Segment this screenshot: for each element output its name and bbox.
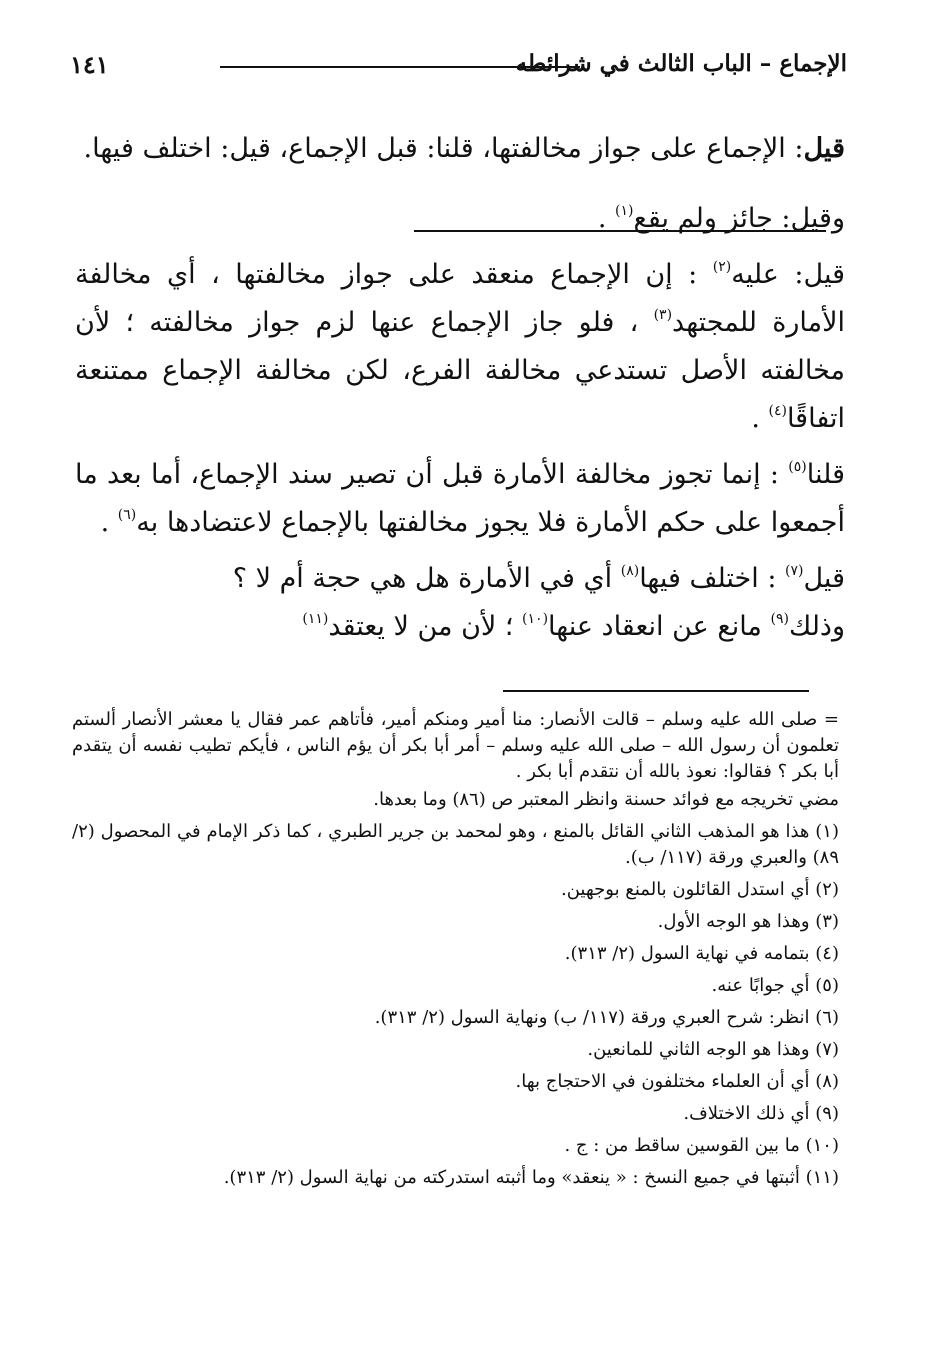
footnote-continued: = صلى الله عليه وسلم – قالت الأنصار: منا أمير ومنكم أمير، فأتاهم عمر فقال يا معشر الأنصار ألستم تعلمون أن رسول الله – صلى الله عليه وسلم – أمر أبا بكر أن يؤم الناس ، فأيكم تطيب نفسه أن يتقدم أبا بكر ؟ فقالوا: نعوذ بالله أن نتقدم أبا بكر . [72, 709, 839, 782]
footnote-ref: (٨) [620, 563, 640, 579]
paragraph-5 [75, 603, 845, 651]
footnote-ref: (١١) [302, 611, 329, 627]
paragraph-text: قلنا [806, 459, 845, 490]
paragraph-text: . [100, 507, 118, 538]
running-title: الإجماع – الباب الثالث في شرائطه [515, 50, 847, 77]
paragraph-text: قيل [803, 563, 845, 594]
paragraph-text: . [597, 203, 616, 234]
footnote-ref: (٦) [117, 507, 137, 523]
paragraph-1 [75, 195, 845, 243]
page-number: ١٤١ [70, 50, 109, 79]
footnote-10: (١٠) ما بين القوسين ساقط من : ج . [564, 1135, 839, 1156]
paragraph-3 [75, 451, 845, 547]
paragraph-text: قيل: عليه [731, 259, 845, 290]
footnote-separator [503, 690, 809, 692]
running-header [70, 50, 847, 90]
footnote-3: (٣) وهذا هو الوجه الأول. [657, 911, 839, 932]
footnote-ref: (٢) [712, 259, 732, 275]
footnote-continued: مضي تخريجه مع فوائد حسنة وانظر المعتبر ص (٨٦) وما بعدها. [373, 789, 839, 810]
paragraph-4 [75, 555, 845, 603]
paragraph-text: . [751, 403, 769, 434]
footnote-2: (٢) أي استدل القائلون بالمنع بوجهين. [560, 879, 839, 900]
paragraph-text: : إنما تجوز مخالفة الأمارة قبل أن تصير سند الإجماع، أما بعد ما أجمعوا على حكم الأمارة فلا يجوز مخالفتها بالإجماع لاعتضادها به [75, 459, 845, 538]
paragraph-text: ؛ لأن من لا يعتقد [328, 611, 523, 642]
footnote-8: (٨) أي أن العلماء مختلفون في الاحتجاج بها. [515, 1071, 839, 1092]
footnote-7: (٧) وهذا هو الوجه الثاني للمانعين. [587, 1039, 839, 1060]
paragraph-text: مانع عن انعقاد عنها [548, 611, 771, 642]
footnote-ref: (٧) [785, 563, 804, 579]
paragraph-2 [75, 251, 845, 443]
footnote-5: (٥) أي جوابًا عنه. [711, 975, 839, 996]
header-rule [220, 66, 580, 68]
main-text [75, 125, 845, 651]
paragraph-text: : الإجماع على جواز مخالفتها، قلنا: قبل الإجماع، قيل: اختلف فيها. [83, 133, 804, 164]
paragraph-text: ، فلو جاز الإجماع عنها لزم جواز مخالفته ؛ لأن مخالفته الأصل تستدعي مخالفة الفرع، لكن مخالفة الإجماع ممتنعة اتفاقًا [75, 307, 845, 434]
footnote-ref: (٣) [653, 307, 673, 323]
footnote-9: (٩) أي ذلك الاختلاف. [683, 1103, 839, 1124]
paragraph-lead: قيل [803, 133, 845, 164]
footnote-6: (٦) انظر: شرح العبري ورقة (١١٧/ ب) ونهاية السول (٢/ ٣١٣). [374, 1007, 839, 1028]
footnote-1: (١) هذا هو المذهب الثاني القائل بالمنع ، وهو لمحمد بن جرير الطبري ، كما ذكر الإمام في المحصول (٢/ ٨٩) والعبري ورقة (١١٧/ ب). [72, 821, 839, 868]
footnote-ref: (١٠) [522, 611, 549, 627]
footnote-ref: (٤) [768, 403, 787, 419]
paragraph-text: وذلك [788, 611, 845, 642]
paragraph-text: : إن الإجماع منعقد على جواز مخالفتها ، أي مخالفة الأمارة للمجتهد [75, 259, 845, 338]
footnote-4: (٤) بتمامه في نهاية السول (٢/ ٣١٣). [564, 943, 839, 964]
footnote-ref: (٥) [788, 459, 807, 475]
footnote-11: (١١) أثبتها في جميع النسخ : « ينعقد» وما أثبته استدركته من نهاية السول (٢/ ٣١٣). [223, 1167, 839, 1188]
footnote-ref: (١) [615, 203, 634, 219]
paragraph-text: : اختلف فيها [639, 563, 786, 594]
paragraph-text: وقيل: جائز ولم يقع [633, 203, 845, 234]
footnote-ref: (٩) [770, 611, 789, 627]
carried-paragraph [75, 125, 845, 173]
paragraph-text: أي في الأمارة هل هي حجة أم لا ؟ [232, 563, 621, 594]
footnotes [72, 707, 839, 1197]
